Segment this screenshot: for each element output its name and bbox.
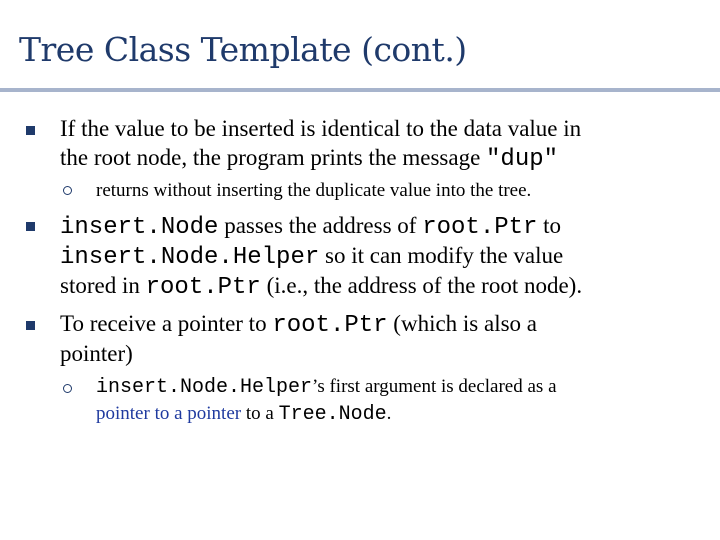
bullet-3-sub-text: ’s first argument is declared as a bbox=[312, 376, 557, 397]
bullet-2-line-1 bbox=[60, 211, 561, 243]
bullet-1-sub: returns without inserting the duplicate value into the tree. bbox=[96, 180, 532, 201]
bullet-3-text: To receive a pointer to bbox=[60, 311, 273, 336]
bullet-2-text: so it can modify the value bbox=[319, 243, 564, 268]
bullet-2-text: to bbox=[537, 213, 562, 238]
bullet-3-line-2: pointer) bbox=[60, 341, 133, 366]
bullet-1-line-2 bbox=[60, 143, 558, 175]
bullet-3-sub-text: to a bbox=[241, 403, 279, 424]
bullet-3-line-1 bbox=[60, 309, 537, 341]
bullet-2-text: passes the address of bbox=[218, 213, 423, 238]
code-insertnodehelper: insert.Node.Helper bbox=[96, 376, 313, 399]
slide-title: Tree Class Template (cont.) bbox=[19, 30, 467, 69]
code-insertnode: insert.Node bbox=[60, 214, 219, 241]
bullet-3-sub-line-2 bbox=[96, 401, 391, 428]
bullet-2-line-3 bbox=[60, 271, 582, 303]
dup-code: "dup" bbox=[486, 146, 559, 173]
title-underline bbox=[0, 88, 720, 92]
bullet-3-text: (which is also a bbox=[387, 311, 538, 336]
square-bullet-icon bbox=[26, 222, 35, 231]
code-rootptr: root.Ptr bbox=[272, 312, 388, 339]
circle-bullet-icon bbox=[63, 186, 72, 195]
code-rootptr: root.Ptr bbox=[422, 214, 538, 241]
bullet-3-sub-text: . bbox=[386, 403, 392, 424]
bullet-1-line-1: If the value to be inserted is identical to the data value in bbox=[60, 116, 582, 141]
circle-bullet-icon bbox=[63, 384, 72, 393]
square-bullet-icon bbox=[26, 321, 35, 330]
square-bullet-icon bbox=[26, 126, 35, 135]
code-treenode: Tree.Node bbox=[278, 403, 387, 426]
bullet-2-line-2 bbox=[60, 241, 563, 273]
bullet-2-text: stored in bbox=[60, 273, 146, 298]
code-insertnodehelper: insert.Node.Helper bbox=[60, 244, 320, 271]
code-rootptr: root.Ptr bbox=[145, 274, 261, 301]
pointer-to-pointer-text: pointer to a pointer bbox=[96, 403, 242, 424]
bullet-2-text: (i.e., the address of the root node). bbox=[260, 273, 583, 298]
bullet-1-text: the root node, the program prints the message bbox=[60, 145, 487, 170]
bullet-3-sub-line-1 bbox=[96, 374, 557, 401]
